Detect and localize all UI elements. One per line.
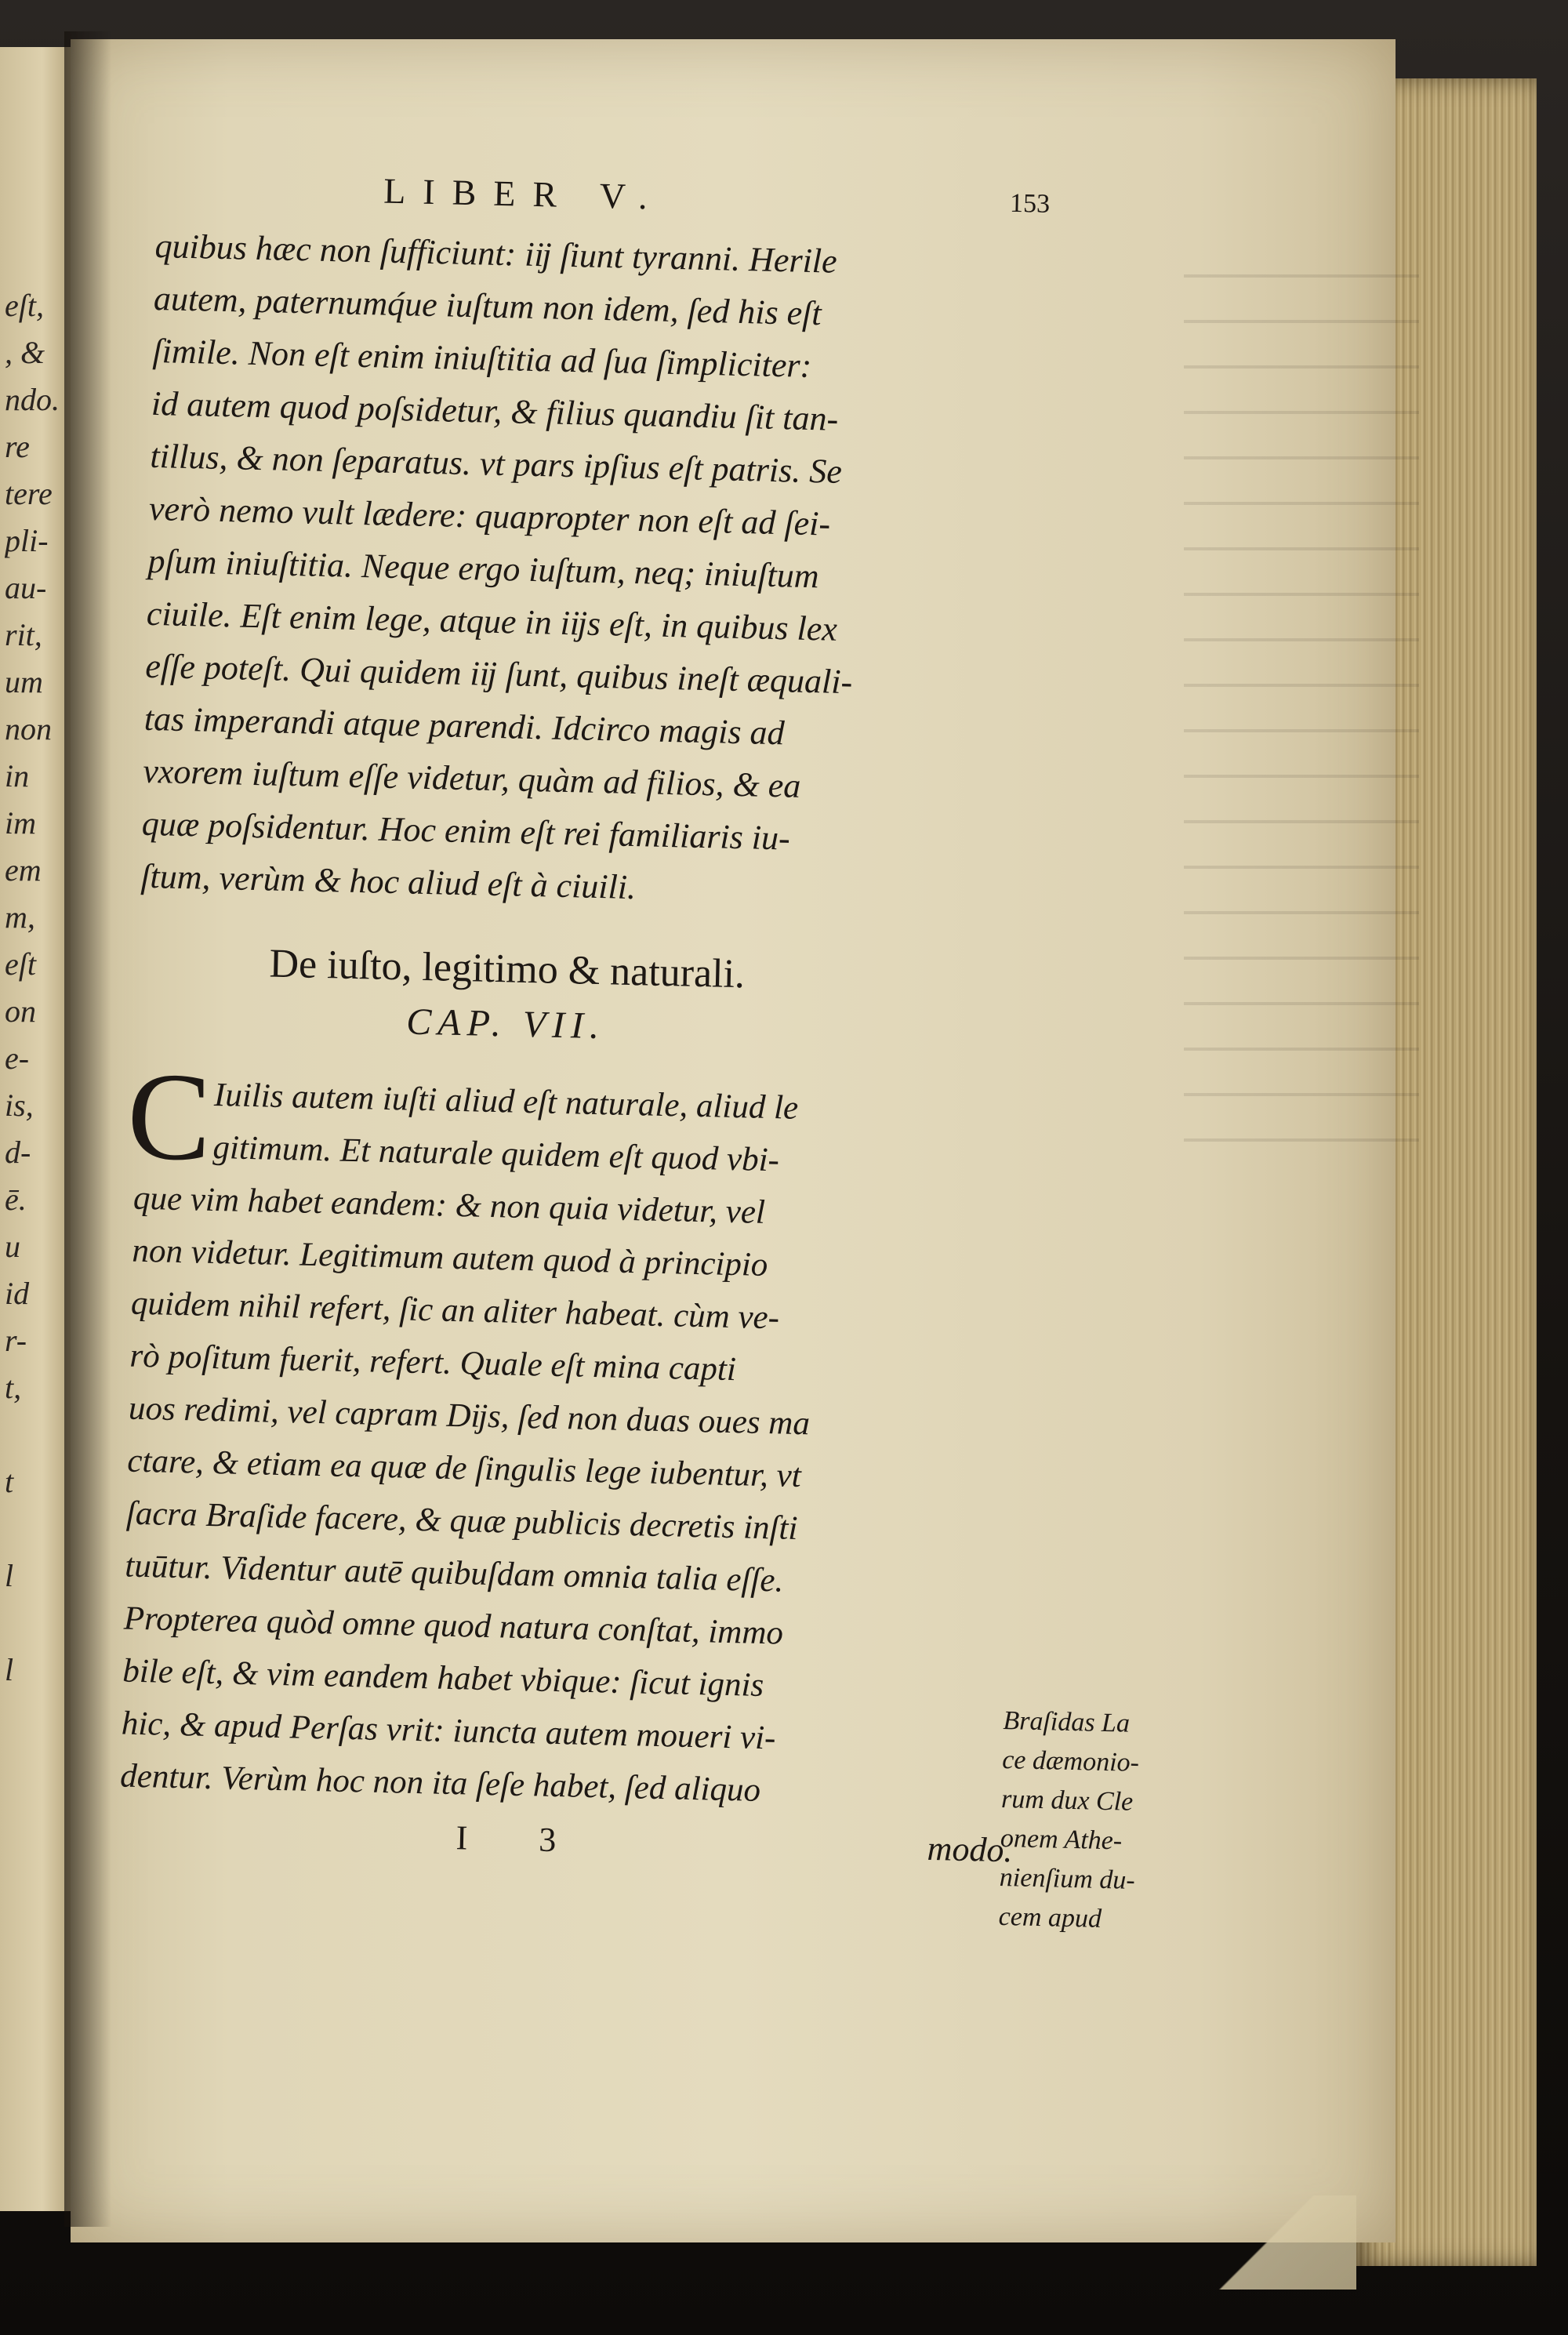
left-page-fragment: rit,	[5, 617, 42, 652]
left-page-fragment: , &	[5, 335, 45, 370]
text-line: pſum iniuſtitia. Neque ergo iuſtum, neq; iniuſtum	[147, 541, 820, 596]
left-page-fragments	[5, 282, 67, 1694]
text-line: id autem quod poſsidetur, & filius quandiu ſit tan-	[151, 383, 839, 438]
chapter-line: ctare, & etiam ea quæ de ſingulis lege iubentur, vt	[126, 1442, 802, 1495]
left-page-fragment: in	[5, 758, 30, 793]
marginal-note-line: onem Athe-	[1000, 1823, 1123, 1856]
running-head: LIBER V.	[383, 170, 666, 217]
chapter-line: que vim habet eandem: & non quia videtur, vel	[132, 1179, 766, 1231]
marginal-note	[998, 1701, 1192, 1941]
chapter-line: quidem nihil refert, ſic an aliter habeat. cùm ve-	[130, 1284, 780, 1337]
text-line: autem, paternumq́ue iuſtum non idem, ſed his eſt	[153, 278, 822, 333]
text-line: ſimile. Non eſt enim iniuſtitia ad ſua ſimpliciter:	[152, 331, 812, 386]
chapter-line: rò poſitum fuerit, refert. Quale eſt mina capti	[129, 1337, 737, 1389]
left-page-fragment: t	[5, 1464, 14, 1499]
body-text	[140, 220, 1049, 923]
marginal-note-line: cem apud	[998, 1901, 1102, 1934]
left-page-fragment: ndo.	[5, 382, 60, 417]
left-page-fragment: um	[5, 664, 43, 699]
marginal-note-line: rum dux Cle	[1000, 1784, 1134, 1817]
chapter-line: ſacra Braſide facere, & quæ publicis decretis inſti	[125, 1494, 798, 1547]
left-page-fragment: u	[5, 1229, 20, 1264]
left-page-fragment: t,	[5, 1370, 22, 1405]
left-page-fragment: r-	[5, 1323, 27, 1358]
chapter-line: tuūtur. Videntur autē quibuſdam omnia talia eſſe.	[124, 1547, 784, 1600]
text-line: vxorem iuſtum eſſe videtur, quàm ad filios, & ea	[142, 751, 801, 805]
gutter-shadow	[64, 31, 111, 2227]
marginal-note-line: ce dæmonio-	[1001, 1745, 1140, 1778]
chapter-line: hic, & apud Perſas vrit: iuncta autem moueri vi-	[121, 1705, 776, 1757]
marginal-note-line: nienſium du-	[999, 1862, 1136, 1895]
chapter-line: non videtur. Legitimum autem quod à principio	[132, 1232, 768, 1284]
text-line: tillus, & non ſeparatus. vt pars ipſius eſt patris. Se	[150, 436, 843, 491]
left-page-fragment: em	[5, 852, 42, 888]
show-through	[1184, 274, 1419, 1176]
chapter-number: CAP. VII.	[405, 1000, 606, 1048]
text-line: ſtum, verùm & hoc aliud eſt à ciuili.	[140, 856, 637, 907]
left-page-fragment: eſt	[5, 946, 36, 982]
chapter-line: dentur. Verùm hoc non ita ſeſe habet, ſed aliquo	[119, 1757, 761, 1809]
left-page-fragment	[5, 1505, 67, 1552]
chapter-line: gitimum. Et naturale quidem eſt quod vbi-	[212, 1128, 780, 1179]
left-page-fragment: ē.	[5, 1182, 27, 1217]
left-page-fragment: l	[5, 1652, 14, 1687]
left-page-fragment: is,	[5, 1088, 34, 1123]
corner-fold	[1200, 2195, 1356, 2290]
left-page-fragment: on	[5, 993, 36, 1029]
chapter-line: Propterea quòd omne quod natura conſtat, immo	[123, 1600, 784, 1652]
page-number: 153	[1009, 188, 1051, 219]
left-page-fragment: eſt,	[5, 288, 44, 323]
chapter-line: Iuilis autem iuſti aliud eſt naturale, aliud le	[213, 1076, 799, 1127]
chapter-text	[119, 1045, 1030, 1823]
left-page-fragment: pli-	[5, 523, 49, 558]
left-page-fragment: e-	[5, 1040, 30, 1076]
marginal-note-line: Braſidas La	[1003, 1705, 1131, 1738]
text-line: verò nemo vult lædere: quapropter non eſt ad ſei-	[148, 488, 831, 543]
left-page-fragment: re	[5, 429, 30, 464]
text-line: eſſe poteſt. Qui quidem iĳ ſunt, quibus ineſt æquali-	[144, 646, 853, 702]
drop-cap: C	[125, 1045, 213, 1187]
text-block	[118, 165, 1051, 1885]
left-page-fragment: id	[5, 1276, 30, 1311]
text-line: quæ poſsidentur. Hoc enim eſt rei familiaris iu-	[141, 804, 791, 858]
left-page-fragment: l	[5, 1558, 14, 1593]
left-page-fragment: au-	[5, 570, 47, 605]
text-line: quibus hæc non ſufficiunt: iĳ ſiunt tyranni. Herile	[154, 226, 838, 281]
text-line: tas imperandi atque parendi. Idcirco magis ad	[143, 699, 786, 753]
left-page-fragment: d-	[5, 1135, 31, 1170]
chapter-line: uos redimi, vel capram Dĳs, ſed non duas oues ma	[128, 1389, 811, 1443]
text-line: ciuile. Eſt enim lege, atque in iĳs eſt, in quibus lex	[146, 594, 838, 648]
signature-mark: I 3	[456, 1818, 588, 1861]
left-page-fragment: im	[5, 805, 36, 841]
chapter-line: bile eſt, & vim eandem habet vbique: ſicut ignis	[122, 1652, 764, 1705]
left-page-fragment: m,	[5, 899, 35, 935]
left-page-fragment: non	[5, 711, 52, 746]
left-page-fragment: tere	[5, 476, 53, 511]
catchword: modo.	[927, 1828, 1014, 1870]
left-page-fragment	[5, 1411, 67, 1458]
chapter-title: De iuſto, legitimo & naturali.	[268, 941, 746, 997]
left-page-fragment	[5, 1600, 67, 1647]
